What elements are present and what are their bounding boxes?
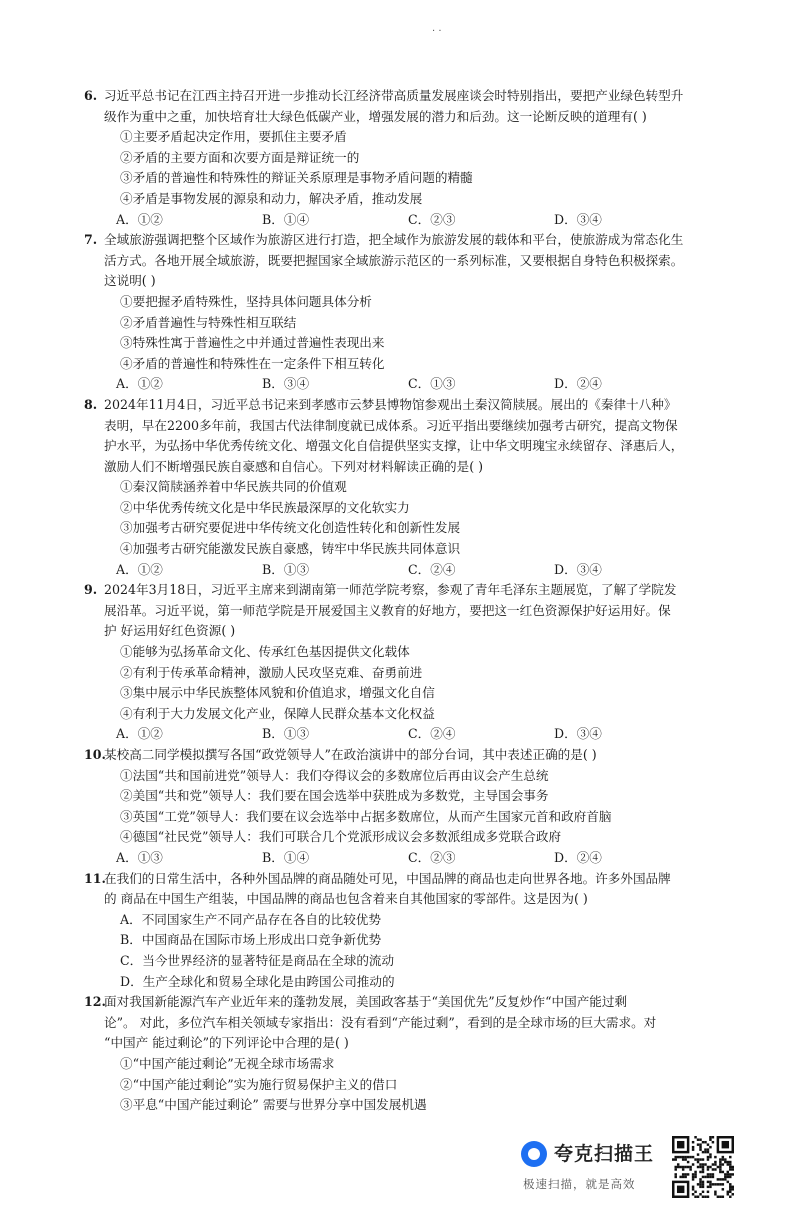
question-statement: D．生产全球化和贸易全球化是由跨国公司推动的 xyxy=(120,973,395,989)
question-text-line xyxy=(104,457,704,478)
question-statement: ③加强考古研究要促进中华传统文化创造性转化和创新性发展 xyxy=(120,520,461,536)
question-statement: C．当今世界经济的显著特征是商品在全球的流动 xyxy=(120,952,395,968)
answer-option: D．③④ xyxy=(554,211,602,227)
question-statement: ③特殊性寓于普遍性之中并通过普遍性表现出来 xyxy=(120,335,385,351)
scanner-slogan: 极速扫描，就是高效 xyxy=(523,1177,636,1191)
answer-option: A．①② xyxy=(116,211,163,227)
question-text-line xyxy=(104,1013,704,1034)
question-text-line xyxy=(104,416,704,437)
answer-option: A．①② xyxy=(116,726,163,742)
question-text: 激励人们不断增强民族自豪感和自信心。下列对材料解读正确的是( ) xyxy=(104,458,484,474)
qr-code-icon xyxy=(672,1136,734,1198)
question-text: 护水平，为弘扬中华优秀传统文化、增强文化自信提供坚实支撑，让中华文明瑰宝永续留存、泽惠后人， xyxy=(104,438,684,454)
answer-options xyxy=(104,374,704,395)
question-statement: ④矛盾的普遍性和特殊性在一定条件下相互转化 xyxy=(120,355,385,371)
answer-option: D．③④ xyxy=(554,726,602,742)
question-number: 12. xyxy=(84,994,106,1010)
question-statement: ③英国“工党”领导人：我们要在议会选举中占据多数席位，从而产生国家元首和政府首脑 xyxy=(120,808,612,824)
answer-option: D．②④ xyxy=(554,376,602,392)
question-text-line xyxy=(104,107,704,128)
answer-option: A．①② xyxy=(116,561,163,577)
question-statement: ②矛盾的主要方面和次要方面是辩证统一的 xyxy=(120,149,360,165)
answer-option: B．①④ xyxy=(262,849,310,865)
scanner-brand-name: 夸克扫描王 xyxy=(554,1143,655,1165)
question-10 xyxy=(84,745,704,869)
question-text-line xyxy=(84,230,704,251)
question-statement: ③矛盾的普遍性和特殊性的辩证关系原理是事物矛盾问题的精髓 xyxy=(120,170,473,186)
question-text: 2024年3月18日，习近平主席来到湖南第一师范学院考察，参观了青年毛泽东主题展览，了解了学院发 xyxy=(104,582,677,598)
question-number: 11. xyxy=(84,870,106,886)
question-text-line xyxy=(84,86,704,107)
question-statement: ①主要矛盾起决定作用，要抓住主要矛盾 xyxy=(120,129,347,145)
quark-logo-icon xyxy=(521,1141,547,1167)
question-6 xyxy=(84,86,704,230)
question-statement: ①能够为弘扬革命文化、传承红色基因提供文化载体 xyxy=(120,644,410,660)
answer-option: A．①③ xyxy=(116,849,163,865)
question-number: 10. xyxy=(84,747,106,762)
question-text: “中国产 能过剩论”的下列评论中合理的是( ) xyxy=(104,1035,349,1051)
answer-option: B．③④ xyxy=(262,376,310,392)
question-number: 8. xyxy=(84,396,98,412)
answer-option: C．②④ xyxy=(408,726,456,742)
question-statement: ④有利于大力发展文化产业，保障人民群众基本文化权益 xyxy=(120,705,435,721)
answer-option: B．①③ xyxy=(262,726,310,742)
answer-options xyxy=(104,848,704,869)
question-7 xyxy=(84,230,704,395)
question-text-line xyxy=(104,436,704,457)
question-text-line xyxy=(104,271,704,292)
question-statement: ③集中展示中华民族整体风貌和价值追求，增强文化自信 xyxy=(120,685,435,701)
question-statement: ②矛盾普遍性与特殊性相互联结 xyxy=(120,314,297,330)
answer-option: B．①④ xyxy=(262,211,310,227)
answer-option: C．②④ xyxy=(408,561,456,577)
question-statement: ①“中国产能过剩论”无视全球市场需求 xyxy=(120,1055,335,1071)
question-text: 论”。 对此，多位汽车相关领域专家指出：没有看到“产能过剩”，看到的是全球市场的巨大需求。对 xyxy=(104,1014,657,1030)
question-12 xyxy=(84,992,704,1116)
question-text: 表明，早在2200多年前，我国古代法律制度就已成体系。习近平指出要继续加强考古研究，提高文物保 xyxy=(104,417,678,433)
question-text: 全域旅游强调把整个区域作为旅游区进行打造，把全域作为旅游发展的载体和平台，使旅游成为常态化生 xyxy=(104,232,684,248)
question-text-line xyxy=(84,395,704,416)
question-statement: ②美国“共和党”领导人：我们要在国会选举中获胜成为多数党，主导国会事务 xyxy=(120,788,549,804)
answer-options xyxy=(104,210,704,231)
question-statement: A．不同国家生产不同产品存在各自的比较优势 xyxy=(120,911,381,927)
question-text: 的 商品在中国生产组装，中国品牌的商品也包含着来自其他国家的零部件。这是因为( ) xyxy=(104,891,588,907)
question-statement: ①秦汉简牍涵养着中华民族共同的价值观 xyxy=(120,479,347,495)
question-text-line xyxy=(104,889,704,910)
question-text-line xyxy=(84,745,704,766)
question-statement: ④德国“社民党”领导人：我们可联合几个党派形成议会多数派组成多党联合政府 xyxy=(120,829,562,845)
answer-option: A．①② xyxy=(116,376,163,392)
question-statement: ②“中国产能过剩论”实为施行贸易保护主义的借口 xyxy=(120,1076,398,1092)
page-header-mark: · · xyxy=(432,26,442,37)
question-statement: ②中华优秀传统文化是中华民族最深厚的文化软实力 xyxy=(120,499,410,515)
answer-option: C．①③ xyxy=(408,376,456,392)
question-text-line xyxy=(104,621,704,642)
question-text: 级作为重中之重，加快培育壮大绿色低碳产业，增强发展的潜力和后劲。这一论断反映的道理有( ) xyxy=(104,108,647,124)
question-statement: ③平息“中国产能过剩论” 需要与世界分享中国发展机遇 xyxy=(120,1097,427,1113)
question-text: 习近平总书记在江西主持召开进一步推动长江经济带高质量发展座谈会时特别指出，要把产业绿色转型升 xyxy=(104,88,684,103)
answer-option: C．②③ xyxy=(408,211,456,227)
question-text-line xyxy=(104,1033,704,1054)
question-number: 9. xyxy=(84,582,98,598)
question-statement: B．中国商品在国际市场上形成出口竞争新优势 xyxy=(120,932,382,948)
answer-option: C．②③ xyxy=(408,849,456,865)
question-number: 6. xyxy=(84,88,98,103)
question-text: 活方式。各地开展全域旅游，既要把握国家全域旅游示范区的一系列标准，又要根据自身特色积极探索。 xyxy=(104,252,684,268)
question-text: 这说明( ) xyxy=(104,273,156,289)
question-9 xyxy=(84,580,704,745)
question-text: 面对我国新能源汽车产业近年来的蓬勃发展，美国政客基于“美国优先”反复炒作“中国产能过剩 xyxy=(104,994,628,1010)
question-text: 展沿革。习近平说，第一师范学院是开展爱国主义教育的好地方，要把这一红色资源保护好运用好。保 xyxy=(104,602,671,618)
question-text-line xyxy=(84,580,704,601)
question-11 xyxy=(84,869,704,993)
answer-options xyxy=(104,560,704,581)
question-text-line xyxy=(104,251,704,272)
question-text-line xyxy=(84,992,704,1013)
answer-option: B．①③ xyxy=(262,561,310,577)
scanner-watermark xyxy=(521,1136,661,1196)
question-text: 在我们的日常生活中，各种外国品牌的商品随处可见，中国品牌的商品也走向世界各地。许多外国品牌 xyxy=(104,870,671,886)
answer-options xyxy=(104,724,704,745)
question-number: 7. xyxy=(84,232,98,248)
question-text: 某校高二同学模拟撰写各国“政党领导人”在政治演讲中的部分台词，其中表述正确的是( ) xyxy=(104,747,597,762)
answer-option: D．③④ xyxy=(554,561,602,577)
answer-option: D．②④ xyxy=(554,849,602,865)
question-statement: ④矛盾是事物发展的源泉和动力，解决矛盾，推动发展 xyxy=(120,190,423,206)
question-statement: ④加强考古研究能激发民族自豪感，铸牢中华民族共同体意识 xyxy=(120,541,461,557)
question-statement: ①要把握矛盾特殊性，坚持具体问题具体分析 xyxy=(120,293,372,309)
question-statement: ①法国“共和国前进党”领导人：我们夺得议会的多数席位后再由议会产生总统 xyxy=(120,767,549,783)
question-8 xyxy=(84,395,704,580)
question-text-line xyxy=(104,601,704,622)
question-text: 护 好运用好红色资源( ) xyxy=(104,623,236,639)
question-text: 2024年11月4日，习近平总书记来到孝感市云梦县博物馆参观出土秦汉简牍展。展出的《秦律十八种》 xyxy=(104,396,677,412)
question-text-line xyxy=(84,869,704,890)
question-list xyxy=(84,86,704,1116)
question-statement: ②有利于传承革命精神，激励人民攻坚克难、奋勇前进 xyxy=(120,664,423,680)
